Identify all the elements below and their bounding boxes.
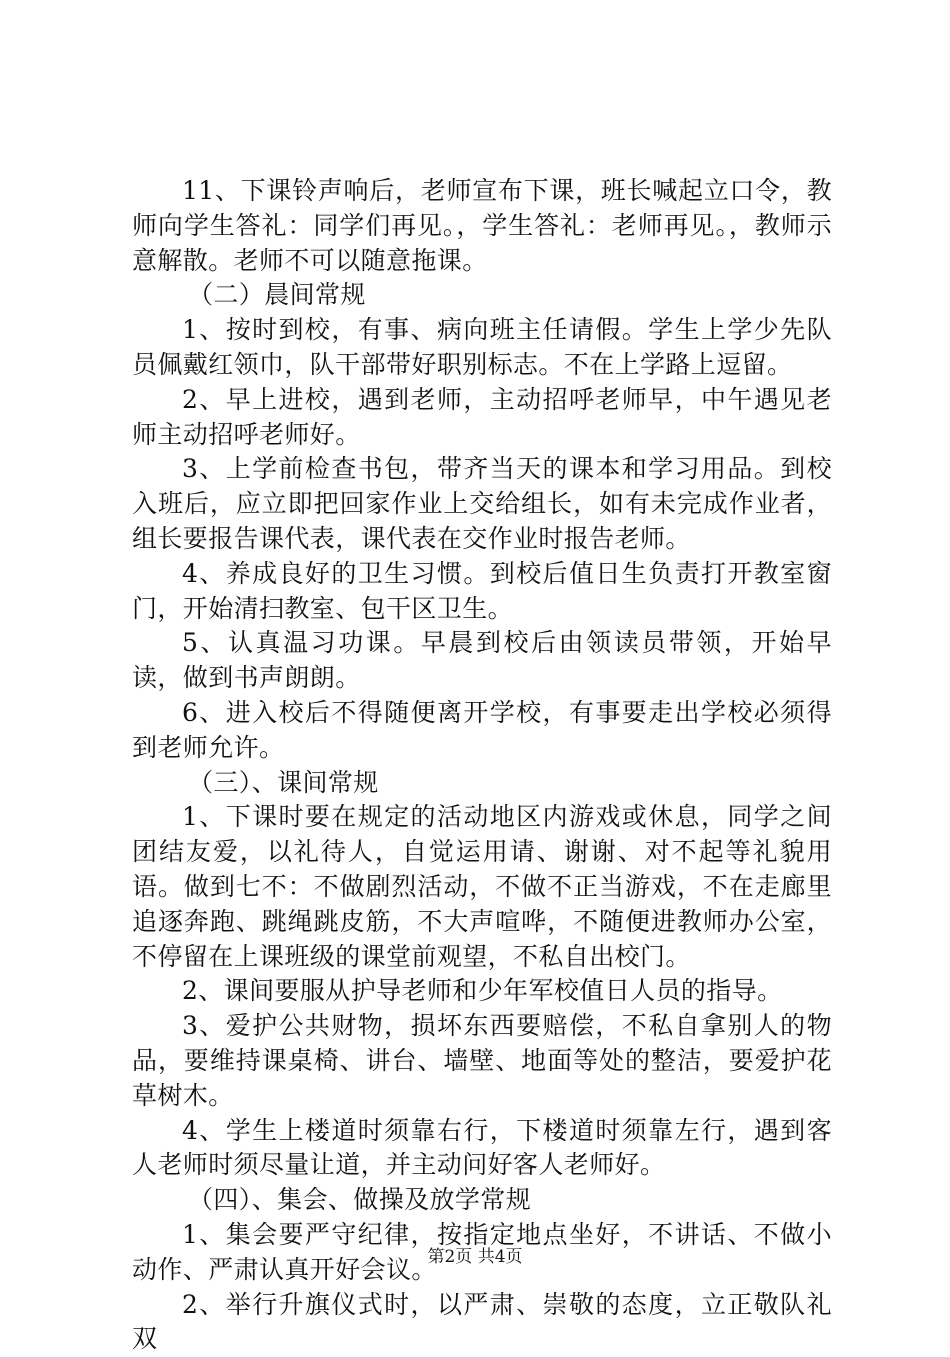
section-heading-break: （三）、课间常规 [132,766,832,801]
paragraph-break-3: 3、爱护公共财物，损坏东西要赔偿，不私自拿别人的物品，要维持课桌椅、讲台、墙壁、地面等处的整洁，要爱护花草树木。 [132,1009,832,1113]
document-body [132,174,832,1357]
paragraph-morning-2: 2、早上进校，遇到老师，主动招呼老师早，中午遇见老师主动招呼老师好。 [132,383,832,453]
paragraph-break-2: 2、课间要服从护导老师和少年军校值日人员的指导。 [132,974,832,1009]
paragraph-assembly-1: 1、集会要严守纪律，按指定地点坐好，不讲话、不做小动作、严肃认真开好会议。 [132,1218,832,1288]
paragraph-morning-1: 1、按时到校，有事、病向班主任请假。学生上学少先队员佩戴红领巾，队干部带好职别标志。不在上学路上逗留。 [132,313,832,383]
paragraph-morning-6: 6、进入校后不得随便离开学校，有事要走出学校必须得到老师允许。 [132,696,832,766]
paragraph-break-4: 4、学生上楼道时须靠右行，下楼道时须靠左行，遇到客人老师时须尽量让道，并主动问好客人老师好。 [132,1114,832,1184]
paragraph-assembly-2: 2、举行升旗仪式时，以严肃、崇敬的态度，立正敬队礼双 [132,1288,832,1357]
paragraph-break-1: 1、下课时要在规定的活动地区内游戏或休息，同学之间团结友爱，以礼待人，自觉运用请、谢谢、对不起等礼貌用语。做到七不：不做剧烈活动，不做不正当游戏，不在走廊里追逐奔跑、跳绳跳皮筋，不大声喧哗，不随便进教师办公室，不停留在上课班级的课堂前观望，不私自出校门。 [132,800,832,974]
paragraph-morning-5: 5、认真温习功课。早晨到校后由领读员带领，开始早读，做到书声朗朗。 [132,626,832,696]
page-number-footer: 第2页 共4页 [0,1247,950,1267]
paragraph-11-dismissal: 11、下课铃声响后，老师宣布下课，班长喊起立口令，教师向学生答礼：同学们再见。，学生答礼：老师再见。，教师示意解散。老师不可以随意拖课。 [132,174,832,278]
paragraph-morning-3: 3、上学前检查书包，带齐当天的课本和学习用品。到校入班后，应立即把回家作业上交给组长，如有未完成作业者，组长要报告课代表，课代表在交作业时报告老师。 [132,452,832,556]
section-heading-morning: （二）晨间常规 [132,278,832,313]
section-heading-assembly: （四）、集会、做操及放学常规 [132,1183,832,1218]
paragraph-morning-4: 4、养成良好的卫生习惯。到校后值日生负责打开教室窗门，开始清扫教室、包干区卫生。 [132,557,832,627]
